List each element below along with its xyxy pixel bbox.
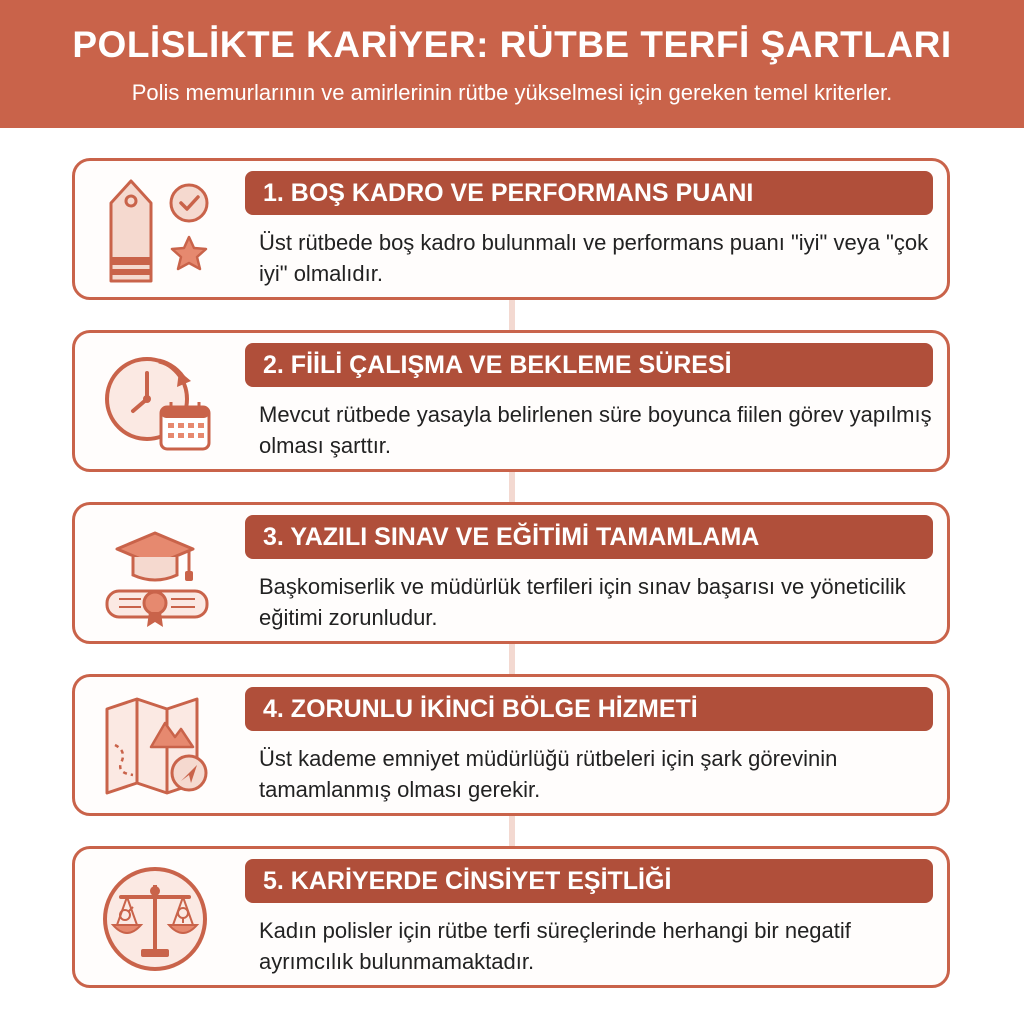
criteria-title: 4. ZORUNLU İKİNCİ BÖLGE HİZMETİ: [245, 687, 933, 731]
map-location-icon: [97, 691, 217, 801]
header-banner: [0, 0, 1024, 128]
graduation-diploma-icon: [97, 519, 217, 629]
page-title: POLİSLİKTE KARİYER: RÜTBE TERFİ ŞARTLARI: [72, 24, 952, 65]
criteria-description: Üst kademe emniyet müdürlüğü rütbeleri için şark görevinin tamamlanmış olması gerekir.: [259, 746, 838, 802]
criteria-description: Mevcut rütbede yasayla belirlenen süre boyunca fiilen görev yapılmış olması şarttır.: [259, 402, 932, 458]
criteria-card-1: [72, 158, 950, 300]
clock-calendar-icon: [97, 347, 217, 457]
criteria-card-5: [72, 846, 950, 988]
scales-gender-icon: [97, 863, 217, 973]
criteria-title: 1. BOŞ KADRO VE PERFORMANS PUANI: [245, 171, 933, 215]
criteria-card-4: [72, 674, 950, 816]
criteria-description: Üst rütbede boş kadro bulunmalı ve performans puanı "iyi" veya "çok iyi" olmalıdır.: [259, 230, 929, 286]
criteria-description: Başkomiserlik ve müdürlük terfileri için sınav başarısı ve yöneticilik eğitimi zorunludur.: [259, 574, 906, 630]
rank-badge-icon: [97, 175, 217, 285]
connector-line: [509, 644, 515, 674]
criteria-card-2: [72, 330, 950, 472]
criteria-card-3: [72, 502, 950, 644]
connector-line: [509, 300, 515, 330]
connector-line: [509, 816, 515, 846]
criteria-title: 3. YAZILI SINAV VE EĞİTİMİ TAMAMLAMA: [245, 515, 933, 559]
criteria-title: 5. KARİYERDE CİNSİYET EŞİTLİĞİ: [245, 859, 933, 903]
connector-line: [509, 472, 515, 502]
criteria-title: 2. FİİLİ ÇALIŞMA VE BEKLEME SÜRESİ: [245, 343, 933, 387]
page-subtitle: Polis memurlarının ve amirlerinin rütbe yükselmesi için gereken temel kriterler.: [131, 80, 893, 105]
criteria-description: Kadın polisler için rütbe terfi süreçlerinde herhangi bir negatif ayrımcılık bulunmamaktadır.: [259, 918, 851, 974]
